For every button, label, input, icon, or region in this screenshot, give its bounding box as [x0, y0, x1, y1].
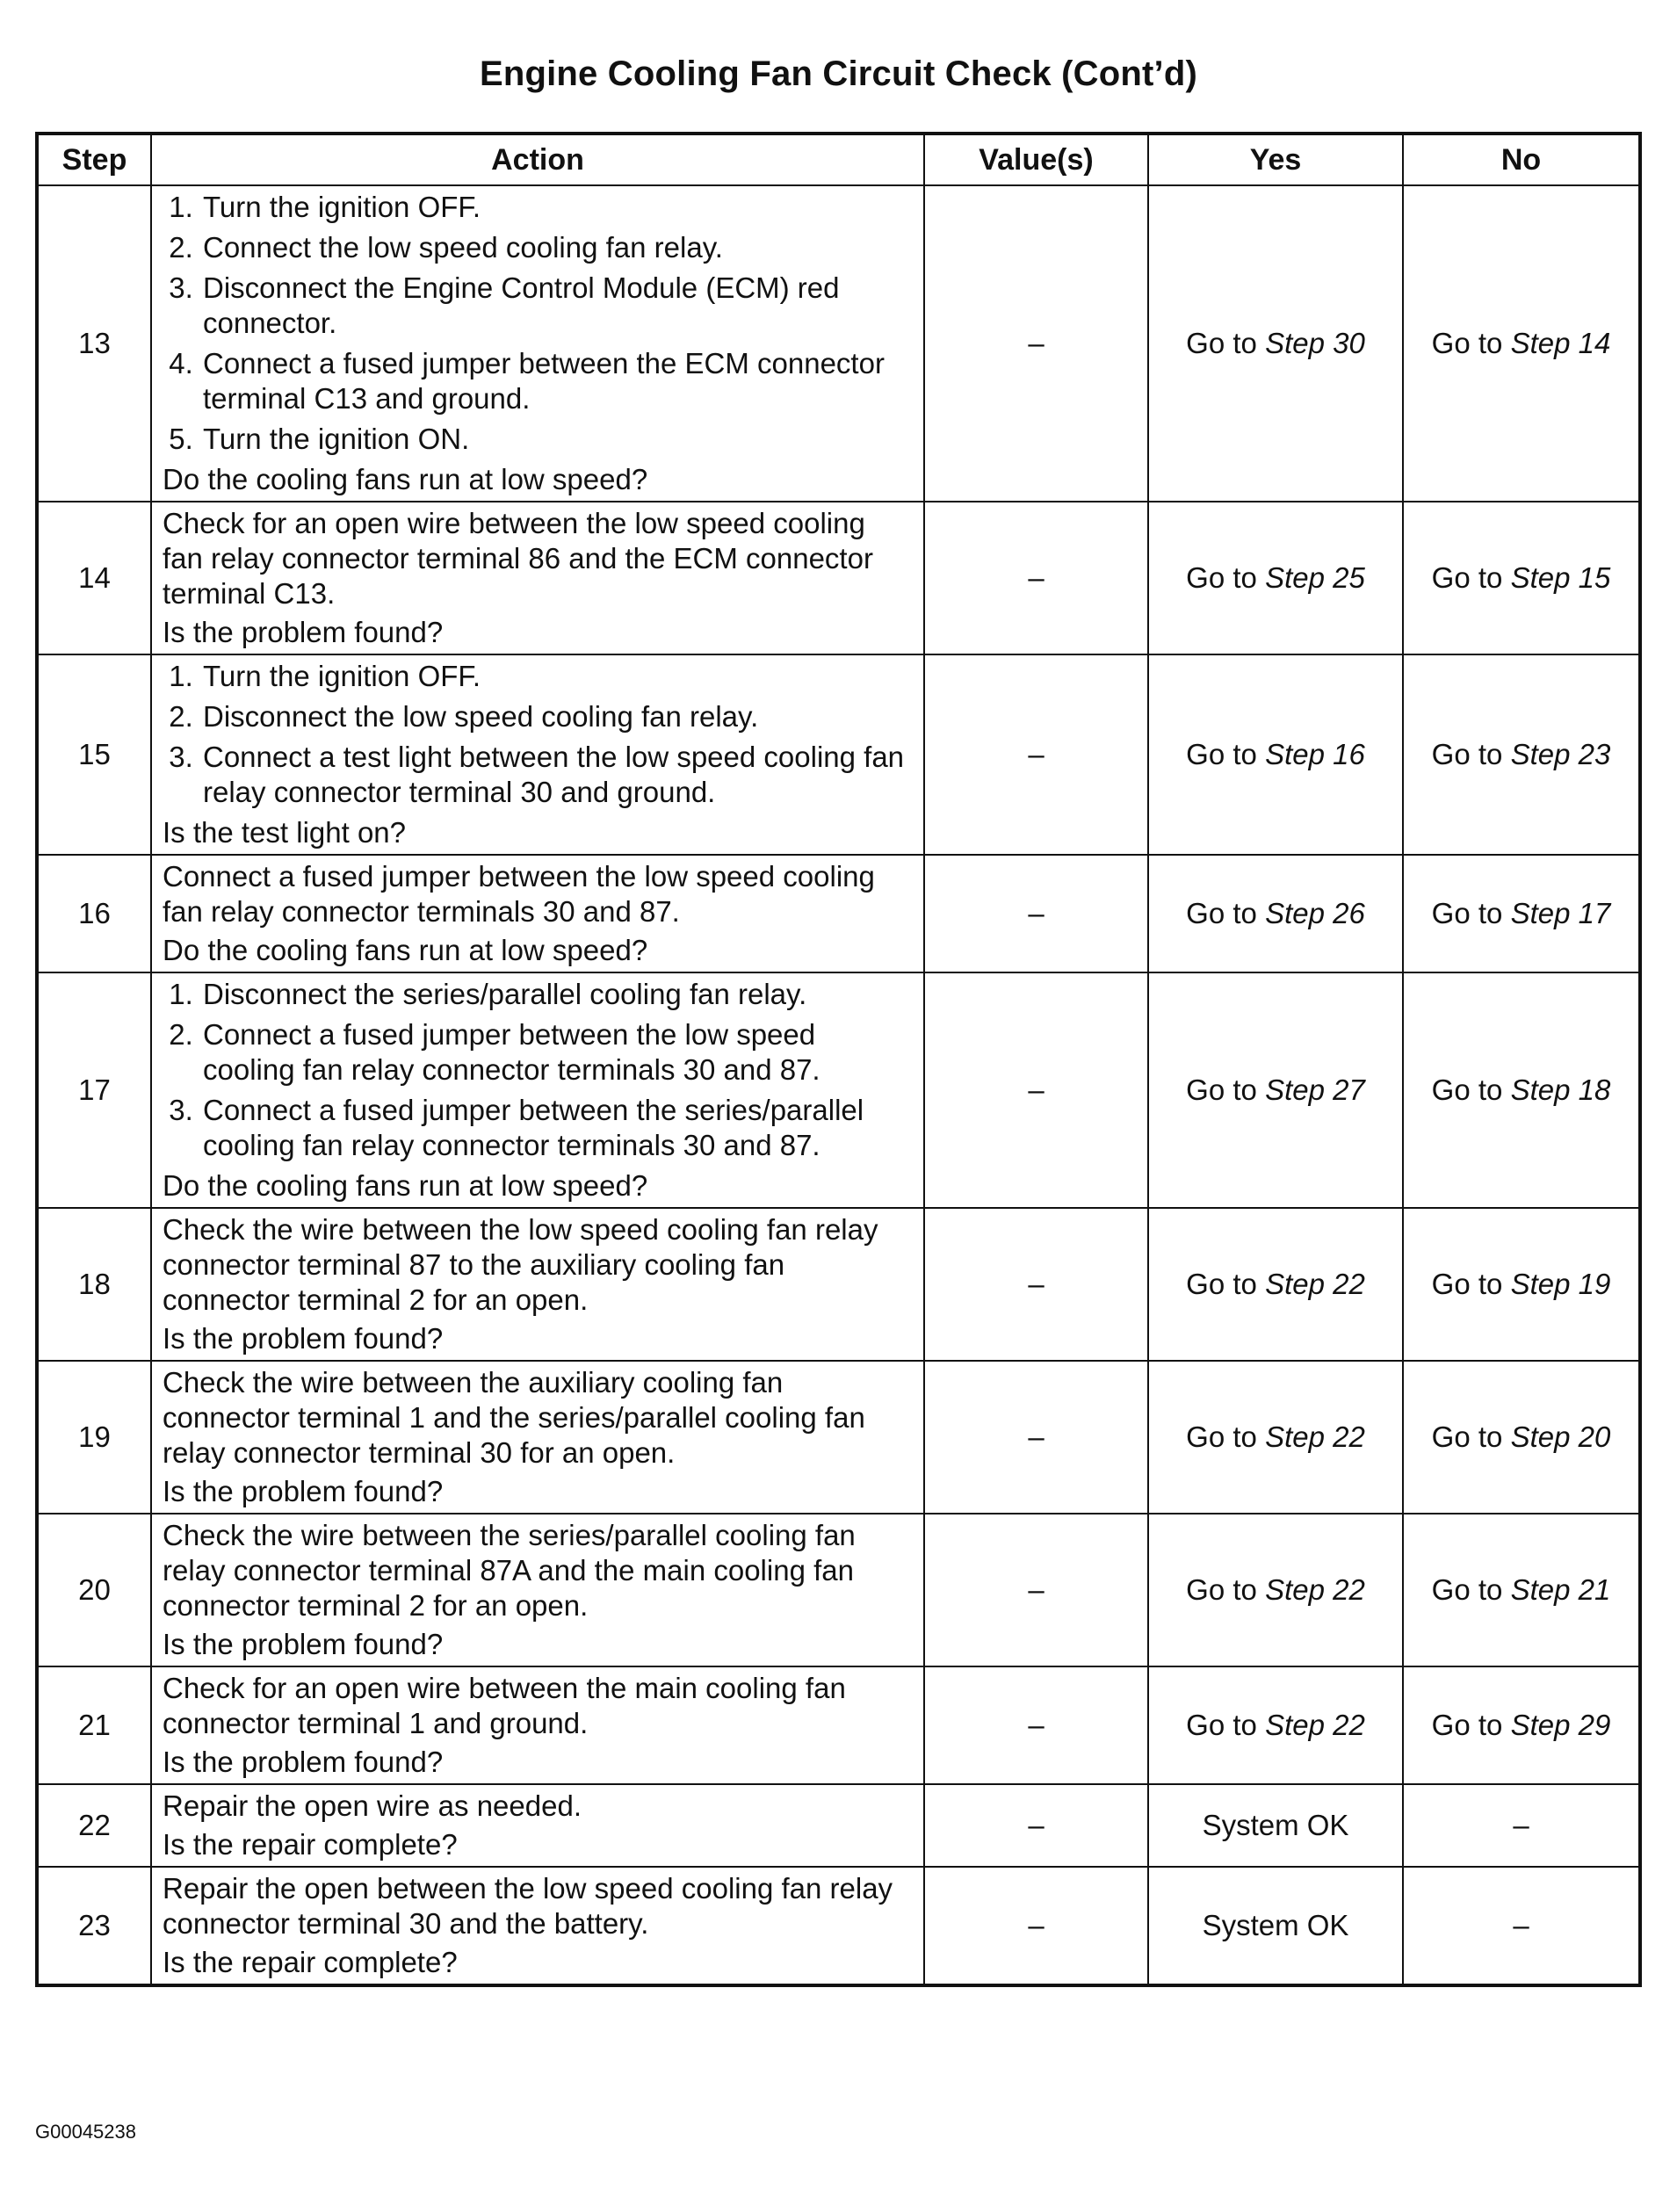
values-cell: –: [924, 1784, 1148, 1867]
action-step: 5. Turn the ignition ON.: [201, 422, 913, 457]
yes-cell: System OK: [1148, 1867, 1403, 1985]
yes-step-ref: Step 25: [1265, 561, 1365, 594]
values-cell: –: [924, 1208, 1148, 1361]
action-cell: [151, 1666, 924, 1784]
action-steps: [163, 659, 913, 810]
go-to-label: Go to: [1431, 1268, 1511, 1300]
action-step: 4. Connect a fused jumper between the ECM connector terminal C13 and ground.: [201, 346, 913, 416]
no-cell: –: [1403, 1867, 1640, 1985]
no-step-ref: Step 20: [1510, 1420, 1611, 1453]
header-no: No: [1403, 134, 1640, 185]
action-question: Do the cooling fans run at low speed?: [163, 463, 648, 495]
action-step: 3. Disconnect the Engine Control Module (ECM) red connector.: [201, 271, 913, 341]
action-text: Check for an open wire between the main cooling fan connector terminal 1 and ground.: [163, 1672, 846, 1739]
go-to-label: Go to: [1431, 738, 1511, 770]
header-yes: Yes: [1148, 134, 1403, 185]
yes-cell: [1148, 1666, 1403, 1784]
go-to-label: Go to: [1431, 561, 1511, 594]
yes-step-ref: Step 30: [1265, 327, 1365, 359]
go-to-label: Go to: [1186, 327, 1266, 359]
yes-step-ref: Step 16: [1265, 738, 1365, 770]
action-cell: [151, 1514, 924, 1666]
no-step-ref: Step 23: [1510, 738, 1611, 770]
action-question: Is the repair complete?: [163, 1946, 458, 1978]
no-step-ref: Step 29: [1510, 1709, 1611, 1741]
table-row: [37, 1361, 1640, 1514]
header-values: Value(s): [924, 134, 1148, 185]
action-cell: [151, 1867, 924, 1985]
go-to-label: Go to: [1186, 1709, 1266, 1741]
no-cell: [1403, 1361, 1640, 1514]
no-cell: [1403, 502, 1640, 654]
yes-step-ref: Step 22: [1265, 1709, 1365, 1741]
action-question: Is the problem found?: [163, 1322, 444, 1355]
action-text: Check the wire between the low speed cooling fan relay connector terminal 87 to the auxiliary cooling fan connector terminal 2 for an open.: [163, 1213, 878, 1316]
step-number: 21: [37, 1666, 151, 1784]
action-text: Check the wire between the auxiliary cooling fan connector terminal 1 and the series/parallel cooling fan relay connector terminal 30 for an open.: [163, 1366, 865, 1469]
table-row: [37, 1666, 1640, 1784]
step-number: 23: [37, 1867, 151, 1985]
action-question: Do the cooling fans run at low speed?: [163, 934, 648, 966]
table-row: [37, 855, 1640, 972]
diagnostic-table: [35, 132, 1642, 1987]
step-number: 20: [37, 1514, 151, 1666]
no-step-ref: Step 14: [1510, 327, 1611, 359]
no-step-ref: Step 21: [1510, 1573, 1611, 1606]
values-cell: –: [924, 855, 1148, 972]
action-step: 2. Connect a fused jumper between the low speed cooling fan relay connector terminals 30 and 87.: [201, 1017, 913, 1088]
yes-step-ref: Step 22: [1265, 1573, 1365, 1606]
values-cell: –: [924, 502, 1148, 654]
action-question: Is the repair complete?: [163, 1828, 458, 1861]
table-row: [37, 972, 1640, 1208]
values-cell: –: [924, 1361, 1148, 1514]
action-cell: [151, 1784, 924, 1867]
values-cell: –: [924, 185, 1148, 502]
no-cell: [1403, 972, 1640, 1208]
action-question: Do the cooling fans run at low speed?: [163, 1169, 648, 1202]
no-step-ref: Step 17: [1510, 897, 1611, 929]
yes-cell: [1148, 185, 1403, 502]
action-question: Is the problem found?: [163, 1475, 444, 1507]
no-cell: [1403, 185, 1640, 502]
no-step-ref: Step 15: [1510, 561, 1611, 594]
step-number: 22: [37, 1784, 151, 1867]
table-row: [37, 654, 1640, 855]
yes-step-ref: Step 26: [1265, 897, 1365, 929]
step-number: 18: [37, 1208, 151, 1361]
go-to-label: Go to: [1431, 1709, 1511, 1741]
step-number: 19: [37, 1361, 151, 1514]
go-to-label: Go to: [1186, 897, 1266, 929]
step-number: 17: [37, 972, 151, 1208]
table-row: [37, 502, 1640, 654]
action-text: Check for an open wire between the low speed cooling fan relay connector terminal 86 and the ECM connector terminal C13.: [163, 507, 873, 610]
yes-cell: System OK: [1148, 1784, 1403, 1867]
action-question: Is the problem found?: [163, 616, 444, 648]
action-cell: [151, 1208, 924, 1361]
header-action: Action: [151, 134, 924, 185]
table-row: [37, 1867, 1640, 1985]
action-step: 3. Connect a test light between the low speed cooling fan relay connector terminal 30 and ground.: [201, 740, 913, 810]
values-cell: –: [924, 972, 1148, 1208]
go-to-label: Go to: [1431, 1420, 1511, 1453]
action-question: Is the problem found?: [163, 1628, 444, 1660]
go-to-label: Go to: [1431, 1073, 1511, 1106]
figure-id: G00045238: [35, 2121, 136, 2143]
go-to-label: Go to: [1186, 1268, 1266, 1300]
go-to-label: Go to: [1186, 561, 1266, 594]
go-to-label: Go to: [1431, 1573, 1511, 1606]
action-cell: [151, 185, 924, 502]
values-cell: –: [924, 1666, 1148, 1784]
go-to-label: Go to: [1431, 327, 1511, 359]
table-row: [37, 1208, 1640, 1361]
action-text: Repair the open wire as needed.: [163, 1789, 582, 1822]
action-question: Is the problem found?: [163, 1746, 444, 1778]
header-step: Step: [37, 134, 151, 185]
action-cell: [151, 855, 924, 972]
page-title: Engine Cooling Fan Circuit Check (Cont’d): [479, 54, 1198, 93]
action-cell: [151, 1361, 924, 1514]
action-cell: [151, 972, 924, 1208]
step-number: 15: [37, 654, 151, 855]
action-step: 3. Connect a fused jumper between the series/parallel cooling fan relay connector terminals 30 and 87.: [201, 1093, 913, 1163]
no-cell: [1403, 1666, 1640, 1784]
no-step-ref: Step 19: [1510, 1268, 1611, 1300]
values-cell: –: [924, 1867, 1148, 1985]
table-row: [37, 185, 1640, 502]
yes-cell: [1148, 1361, 1403, 1514]
action-text: Repair the open between the low speed cooling fan relay connector terminal 30 and the battery.: [163, 1872, 893, 1940]
go-to-label: Go to: [1186, 1420, 1266, 1453]
no-cell: –: [1403, 1784, 1640, 1867]
action-cell: [151, 654, 924, 855]
go-to-label: Go to: [1186, 1573, 1266, 1606]
yes-cell: [1148, 855, 1403, 972]
action-step: 1. Turn the ignition OFF.: [201, 190, 913, 225]
action-text: Check the wire between the series/parallel cooling fan relay connector terminal 87A and the main cooling fan connector terminal 2 for an open.: [163, 1519, 856, 1622]
table-row: [37, 1784, 1640, 1867]
yes-cell: [1148, 1208, 1403, 1361]
no-step-ref: Step 18: [1510, 1073, 1611, 1106]
values-cell: –: [924, 1514, 1148, 1666]
action-question: Is the test light on?: [163, 816, 407, 849]
go-to-label: Go to: [1431, 897, 1511, 929]
yes-step-ref: Step 22: [1265, 1420, 1365, 1453]
go-to-label: Go to: [1186, 738, 1266, 770]
yes-cell: [1148, 972, 1403, 1208]
action-text: Connect a fused jumper between the low speed cooling fan relay connector terminals 30 and 87.: [163, 860, 875, 928]
table-row: [37, 1514, 1640, 1666]
header-row: [37, 134, 1640, 185]
yes-cell: [1148, 1514, 1403, 1666]
yes-cell: [1148, 654, 1403, 855]
no-cell: [1403, 855, 1640, 972]
step-number: 16: [37, 855, 151, 972]
action-steps: [163, 190, 913, 457]
no-cell: [1403, 654, 1640, 855]
action-cell: [151, 502, 924, 654]
yes-step-ref: Step 27: [1265, 1073, 1365, 1106]
no-cell: [1403, 1208, 1640, 1361]
go-to-label: Go to: [1186, 1073, 1266, 1106]
action-steps: [163, 977, 913, 1163]
action-step: 2. Connect the low speed cooling fan relay.: [201, 230, 913, 265]
action-step: 1. Disconnect the series/parallel cooling fan relay.: [201, 977, 913, 1012]
values-cell: –: [924, 654, 1148, 855]
action-step: 2. Disconnect the low speed cooling fan relay.: [201, 699, 913, 734]
step-number: 13: [37, 185, 151, 502]
action-step: 1. Turn the ignition OFF.: [201, 659, 913, 694]
yes-cell: [1148, 502, 1403, 654]
no-cell: [1403, 1514, 1640, 1666]
step-number: 14: [37, 502, 151, 654]
yes-step-ref: Step 22: [1265, 1268, 1365, 1300]
